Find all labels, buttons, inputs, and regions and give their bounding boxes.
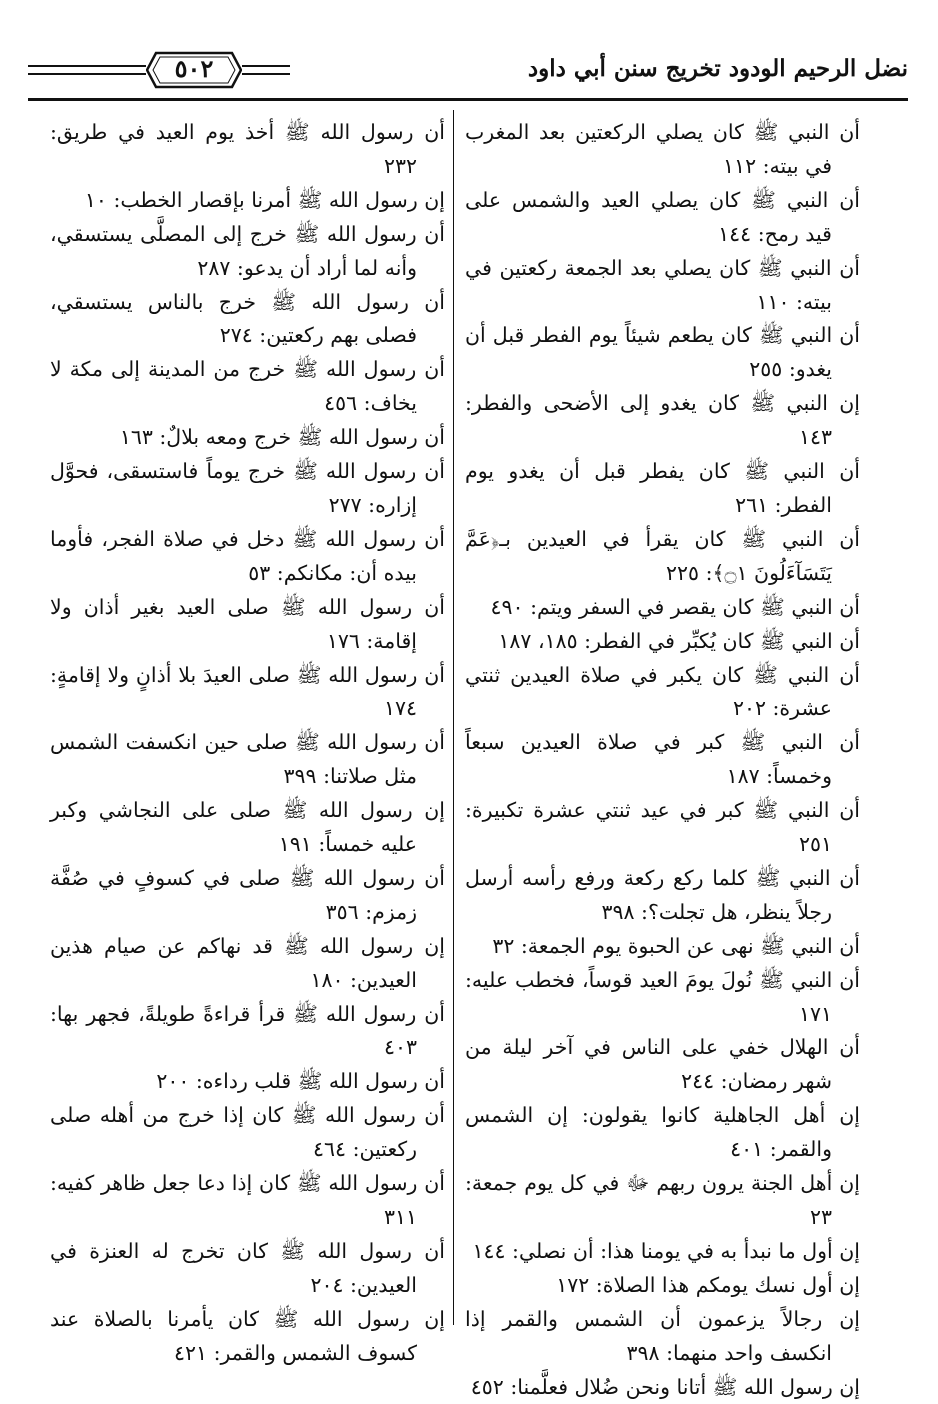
index-entry: أن رسول الله ﷺ صلى في كسوفٍ في صُفَّة زمزم: ٣٥٦ [50, 865, 445, 924]
index-entry: أن رسول الله ﷺ صلى العيد بغير أذان ولا إقامة: ١٧٦ [50, 594, 445, 653]
index-column-left [50, 116, 445, 1371]
index-entry: أن النبي ﷺ كان يصلي بعد الجمعة ركعتين في بيته: ١١٠ [465, 255, 860, 314]
header-rule-left [28, 65, 146, 75]
index-entry: إن رجالاً يزعمون أن الشمس والقمر إذا انكسف واحد منهما: ٣٩٨ [465, 1306, 860, 1365]
index-entry: أن رسول الله ﷺ كان إذا دعا جعل ظاهر كفيه: ٣١١ [50, 1171, 445, 1229]
index-entry: إن أهل الجاهلية كانوا يقولون: إن الشمس والقمر: ٤٠١ [465, 1103, 860, 1162]
index-entry: أن رسول الله ﷺ خرج من المدينة إلى مكة لا يخاف: ٤٥٦ [50, 357, 445, 416]
index-entry: أن رسول الله ﷺ كان تخرج له العنزة في العيدين: ٢٠٤ [50, 1238, 445, 1297]
index-entry: أن رسول الله ﷺ صلى العيدَ بلا أذانٍ ولا إقامةٍ: ١٧٤ [50, 662, 445, 721]
index-entry: أن رسول الله ﷺ كان إذا خرج من أهله صلى ركعتين: ٤٦٤ [50, 1103, 445, 1162]
index-entry: أن النبي ﷺ كان يقصر في السفر ويتم: ٤٩٠ [490, 594, 860, 619]
index-entry: إن أول ما نبدأ به في يومنا هذا: أن نصلي: ١٤٤ [472, 1238, 860, 1263]
page-number-frame [146, 50, 242, 90]
index-entry: أن النبي ﷺ كبر في عيد ثنتي عشرة تكبيرة: ٢٥١ [465, 798, 860, 857]
index-entry: أن النبي ﷺ كان يطعم شيئاً يوم الفطر قبل أن يغدو: ٢٥٥ [465, 323, 860, 382]
page-header [28, 50, 908, 102]
index-entry: إن رسول الله ﷺ كان يأمرنا بالصلاة عند كسوف الشمس والقمر: ٤٢١ [50, 1306, 445, 1365]
column-divider [453, 110, 454, 1325]
index-entry: أن رسول الله ﷺ صلى حين انكسفت الشمس مثل صلاتنا: ٣٩٩ [50, 730, 445, 789]
index-entry: إن النبي ﷺ كان يغدو إلى الأضحى والفطر: ١٤٣ [465, 391, 860, 450]
index-entry: أن النبي ﷺ كبر في صلاة العيدين سبعاً وخمساً: ١٨٧ [465, 730, 860, 789]
index-entry: أن النبي ﷺ كان يُكبِّر في الفطر: ١٨٥، ١٨٧ [498, 628, 860, 653]
index-entry: إن رسول الله ﷺ قد نهاكم عن صيام هذين العيدين: ١٨٠ [50, 933, 445, 992]
index-entry: إن رسول الله ﷺ أمرنا بإقصار الخطب: ١٠ [84, 187, 445, 212]
index-entry: أن النبي ﷺ كان يكبر في صلاة العيدين ثنتي عشرة: ٢٠٢ [465, 662, 860, 721]
index-entry: أن النبي ﷺ نُولَ يومَ العيد قوساً، فخطب عليه: ١٧١ [465, 967, 860, 1026]
header-bottom-rule [28, 98, 908, 101]
index-entry: أن النبي ﷺ نهى عن الحبوة يوم الجمعة: ٣٢ [492, 933, 860, 958]
index-entry: أن رسول الله ﷺ دخل في صلاة الفجر، فأوما بيده أن: مكانكم: ٥٣ [50, 526, 445, 585]
index-entry: إن رسول الله ﷺ أتانا ونحن ضُلال فعلَّمنا: ٤٥٢ [470, 1374, 860, 1399]
index-entry: أن رسول الله ﷺ خرج بالناس يستسقي، فصلى بهم ركعتين: ٢٧٤ [50, 289, 445, 348]
index-entry: أن رسول الله ﷺ قلب رداءه: ٢٠٠ [156, 1069, 445, 1094]
index-entry: إن أول نسك يومكم هذا الصلاة: ١٧٢ [556, 1272, 860, 1297]
index-entry: إن أهل الجنة يرون ربهم ﷻ في كل يوم جمعة: ٢٣ [465, 1171, 860, 1229]
index-entry: أن رسول الله ﷺ خرج يوماً فاستسقى، فحوَّل إزاره: ٢٧٧ [50, 459, 445, 517]
index-entry: إن رسول الله ﷺ صلى على النجاشي وكبر عليه خمساً: ١٩١ [50, 798, 445, 857]
index-entry: أن النبي ﷺ كان يقرأ في العيدين بـ﴿عَمَّ يَتَسَآءَلُونَ ۝١﴾: ٢٢٥ [465, 526, 860, 585]
index-entry: أن الهلال خفي على الناس في آخر ليلة من شهر رمضان: ٢٤٤ [465, 1035, 860, 1094]
header-rule-middle [242, 65, 290, 75]
index-entry: أن النبي ﷺ كلما ركع ركعة ورفع رأسه أرسل رجلاً ينظر، هل تجلت؟: ٣٩٨ [465, 865, 860, 924]
index-entry: أن النبي ﷺ كان يفطر قبل أن يغدو يوم الفطر: ٢٦١ [465, 459, 860, 517]
book-title: نضل الرحيم الودود تخريج سنن أبي داود [527, 55, 908, 82]
index-entry: أن النبي ﷺ كان يصلي العيد والشمس على قيد رمح: ١٤٤ [465, 187, 860, 246]
index-entry: أن رسول الله ﷺ خرج إلى المصلَّى يستسقي، وأنه لما أراد أن يدعو: ٢٨٧ [50, 221, 445, 280]
index-entry: أن النبي ﷺ كان يصلي الركعتين بعد المغرب في بيته: ١١٢ [465, 120, 860, 178]
index-entry: أن رسول الله ﷺ خرج ومعه بلالٌ: ١٦٣ [119, 425, 445, 450]
index-entry: أن رسول الله ﷺ قرأ قراءةً طويلةً، فجهر بها: ٤٠٣ [50, 1001, 445, 1060]
page-number: ٥٠٢ [174, 54, 214, 83]
index-column-right [465, 116, 860, 1404]
index-entry: أن رسول الله ﷺ أخذ يوم العيد في طريق: ٢٣٢ [50, 120, 445, 178]
